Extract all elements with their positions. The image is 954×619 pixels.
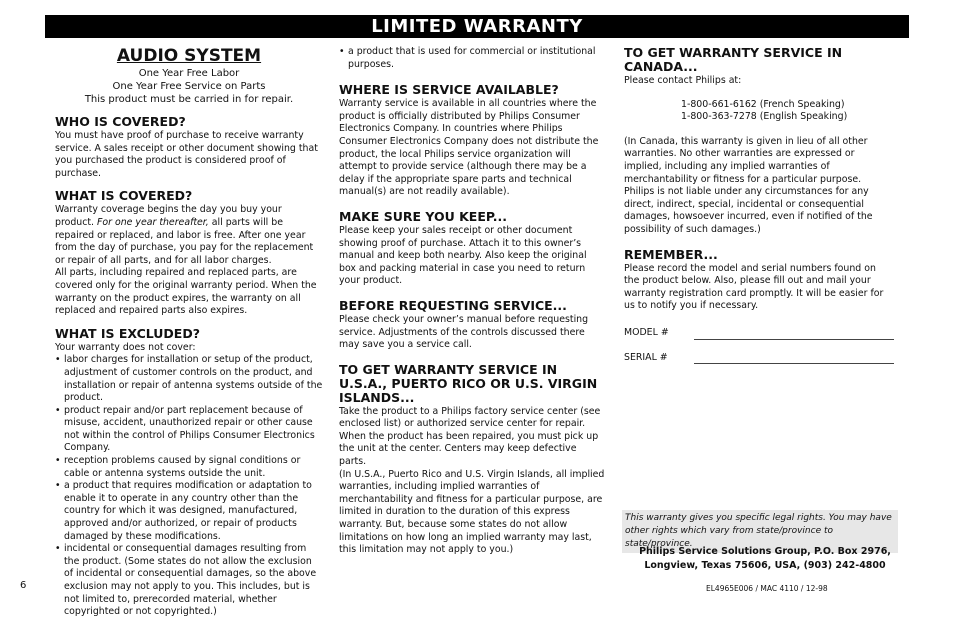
- address-line-2: Longview, Texas 75606, USA, (903) 242-4800: [644, 560, 886, 571]
- heading-what-excluded: WHAT IS EXCLUDED?: [55, 325, 200, 341]
- heading-where-service: WHERE IS SERVICE AVAILABLE?: [339, 82, 559, 98]
- address-line-1: Philips Service Solutions Group, P.O. Box 2976,: [639, 546, 891, 557]
- serial-number-label: SERIAL #: [624, 351, 668, 363]
- model-number-label: MODEL #: [624, 326, 669, 338]
- heading-usa-service: TO GET WARRANTY SERVICE IN U.S.A., PUERTO RICO OR U.S. VIRGIN ISLANDS...: [339, 361, 598, 405]
- heading-remember: REMEMBER...: [624, 246, 718, 262]
- usa-service-text-1: Take the product to a Philips factory service center (see enclosed list) or authorized service center for repair. When the product has been repaired, you must pick up the unit at the center. Centers may keep defective parts.: [339, 405, 601, 468]
- column-right: [624, 46, 894, 364]
- excluded-list-continued: [339, 46, 605, 71]
- what-covered-text-1: [55, 204, 323, 267]
- excluded-intro: Your warranty does not cover:: [55, 341, 196, 353]
- coverage-line-2: One Year Free Service on Parts: [112, 81, 266, 92]
- page-banner: LIMITED WARRANTY: [45, 15, 909, 38]
- who-covered-text: You must have proof of purchase to receive warranty service. A sales receipt or other document showing that you purchased the product is considered proof of purchase.: [55, 130, 318, 179]
- what-covered-text-1a: Warranty coverage begins the day you buy your product.: [55, 204, 282, 228]
- column-middle: [339, 46, 605, 557]
- remember-text: Please record the model and serial numbers found on the product below. Also, please fill out and mail your warranty registration card promptly. It will be easier for us to notify you if necessary.: [624, 262, 884, 312]
- phone-english: 1-800-363-7278 (English Speaking): [681, 111, 848, 123]
- usa-service-text-2: (In U.S.A., Puerto Rico and U.S. Virgin Islands, all implied warranties, including implied warranties of merchantability and fitness for a particular purpose, are limited in duration to the duration of this express warranty. But, because some states do not allow limitations on how long an implied warranty may last, this limitation may not apply to you.): [339, 468, 605, 556]
- column-left: [55, 46, 323, 619]
- what-covered-text-2: All parts, including repaired and replaced parts, are covered only for the original warranty period. When the warranty on the product expires, the warranty on all replaced and repaired parts also expires.: [55, 267, 317, 317]
- model-number-field: [624, 327, 894, 340]
- coverage-line-3: This product must be carried in for repair.: [84, 94, 294, 105]
- heading-canada-service: TO GET WARRANTY SERVICE IN CANADA...: [624, 45, 843, 74]
- heading-keep: MAKE SURE YOU KEEP...: [339, 208, 507, 224]
- document-code: EL4965E006 / MAC 4110 / 12-98: [706, 584, 828, 593]
- list-item: • reception problems caused by signal conditions or cable or antenna systems outside the unit.: [64, 455, 323, 480]
- what-covered-text-1b: For one year thereafter,: [97, 216, 209, 228]
- before-service-text: Please check your owner’s manual before requesting service. Adjustments of the controls discussed there may save you a service call.: [339, 313, 589, 351]
- keep-text: Please keep your sales receipt or other document showing proof of purchase. Attach it to this owner’s manual and keep both nearby. Also keep the original box and packing material in case you need to return your product.: [339, 224, 587, 287]
- heading-before-service: BEFORE REQUESTING SERVICE...: [339, 297, 567, 313]
- model-number-line: [694, 329, 894, 340]
- phone-french: 1-800-661-6162 (French Speaking): [681, 98, 845, 110]
- canada-disclaimer: (In Canada, this warranty is given in lieu of all other warranties. No other warranties are expressed or implied, including any implied warranties of merchantability or fitness for a particular purpose. Philips is not liable under any circumstances for any direct, indirect, special, incidental or consequential damages, howsoever incurred, even if notified of the possibility of such damages.): [624, 135, 873, 235]
- service-address: [620, 545, 910, 573]
- legal-rights-note: This warranty gives you specific legal rights. You may have other rights which vary from state/province to state/province.: [622, 510, 898, 553]
- list-item: • product repair and/or part replacement because of misuse, accident, unauthorized repair or other cause not within the control of Philips Consumer Electronics Company.: [64, 405, 323, 455]
- page-number: 6: [20, 580, 27, 591]
- canada-contact-text: Please contact Philips at:: [624, 75, 742, 86]
- list-item: • a product that is used for commercial or institutional purposes.: [348, 46, 605, 71]
- what-covered-text-1c: all parts will be repaired or replaced, and labor is free. After one year from the day of purchase, you pay for the replacement or repair of all parts, and for all labor charges.: [55, 216, 314, 266]
- list-item: • incidental or consequential damages resulting from the product. (Some states do not allow the exclusion of incidental or consequential damages, so the above exclusion may not apply to you. This includes, but is not limited to, prerecorded material, whether copyrighted or not copyrighted.): [64, 543, 323, 619]
- excluded-list: [55, 354, 323, 618]
- coverage-line-1: One Year Free Labor: [138, 68, 240, 79]
- list-item: • a product that requires modification or adaptation to enable it to operate in any country other than the country for which it was designed, manufactured, approved and/or authorized, or repair of products damaged by these modifications.: [64, 480, 323, 543]
- list-item: • labor charges for installation or setup of the product, adjustment of customer controls on the product, and installation or repair of antenna systems outside of the product.: [64, 354, 323, 404]
- heading-who-covered: WHO IS COVERED?: [55, 114, 186, 129]
- serial-number-field: [624, 352, 894, 365]
- serial-number-line: [694, 353, 894, 364]
- product-title: AUDIO SYSTEM: [116, 46, 262, 66]
- phone-numbers: [681, 99, 894, 124]
- where-service-text: Warranty service is available in all countries where the product is officially distributed by Philips Consumer Electronics Company. In countries where Philips Consumer Electronics Company does not distribute the product, the local Philips service organization will attempt to provide service (although there may be a delay if the appropriate spare parts and technical manual(s) are not readily available).: [339, 98, 599, 198]
- heading-what-covered: WHAT IS COVERED?: [55, 188, 193, 204]
